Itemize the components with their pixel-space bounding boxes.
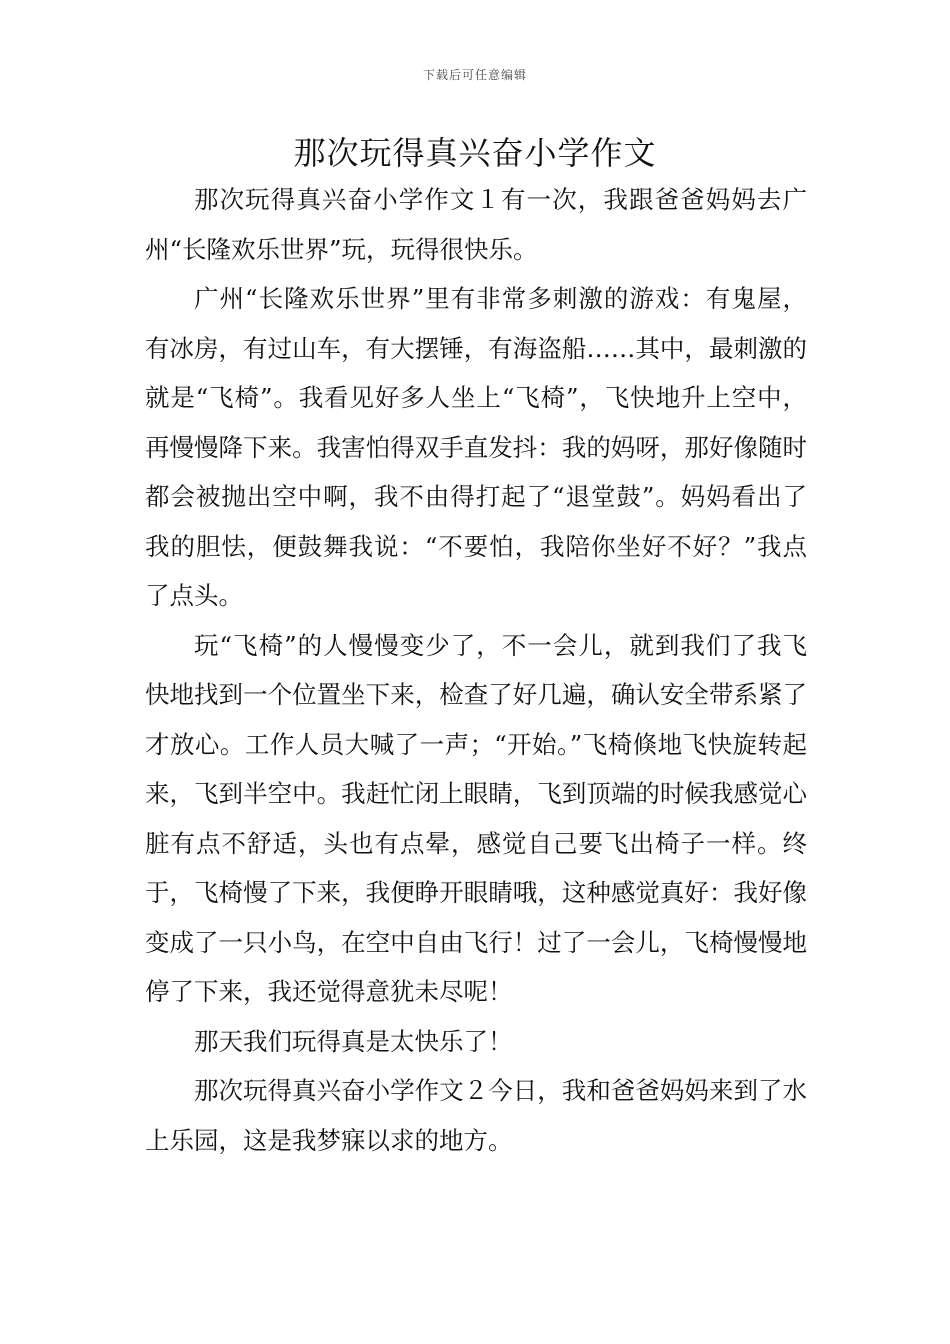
paragraph: 那次玩得真兴奋小学作文２今日，我和爸爸妈妈来到了水上乐园，这是我梦寐以求的地方。 <box>145 1076 807 1155</box>
paragraph: 那天我们玩得真是太快乐了！ <box>194 1026 513 1056</box>
article-body <box>145 175 807 1165</box>
paragraph: 那次玩得真兴奋小学作文１有一次，我跟爸爸妈妈去广州“长隆欢乐世界”玩，玩得很快乐。 <box>145 185 807 264</box>
header-note: 下载后可任意编辑 <box>422 68 527 82</box>
paragraph: 广州“长隆欢乐世界”里有非常多刺激的游戏：有鬼屋，有冰房，有过山车，有大摆锤，有海盗船……其中，最刺激的就是“飞椅”。我看见好多人坐上“飞椅”，飞快地升上空中，再慢慢降下来。我害怕得双手直发抖：我的妈呀，那好像随时都会被抛出空中啊，我不由得打起了“退堂鼓”。妈妈看出了我的胆怯，便鼓舞我说：“不要怕，我陪你坐好不好？”我点了点头。 <box>145 284 807 610</box>
page-title: 那次玩得真兴奋小学作文 <box>293 134 657 172</box>
paragraph: 玩“飞椅”的人慢慢变少了，不一会儿，就到我们了我飞快地找到一个位置坐下来，检查了好几遍，确认安全带系紧了才放心。工作人员大喊了一声；“开始。”飞椅倏地飞快旋转起来，飞到半空中。我赶忙闭上眼睛，飞到顶端的时候我感觉心脏有点不舒适，头也有点晕，感觉自己要飞出椅子一样。终于，飞椅慢了下来，我便睁开眼睛哦，这种感觉真好：我好像变成了一只小鸟，在空中自由飞行！过了一会儿，飞椅慢慢地停了下来，我还觉得意犹未尽呢！ <box>145 630 807 1006</box>
